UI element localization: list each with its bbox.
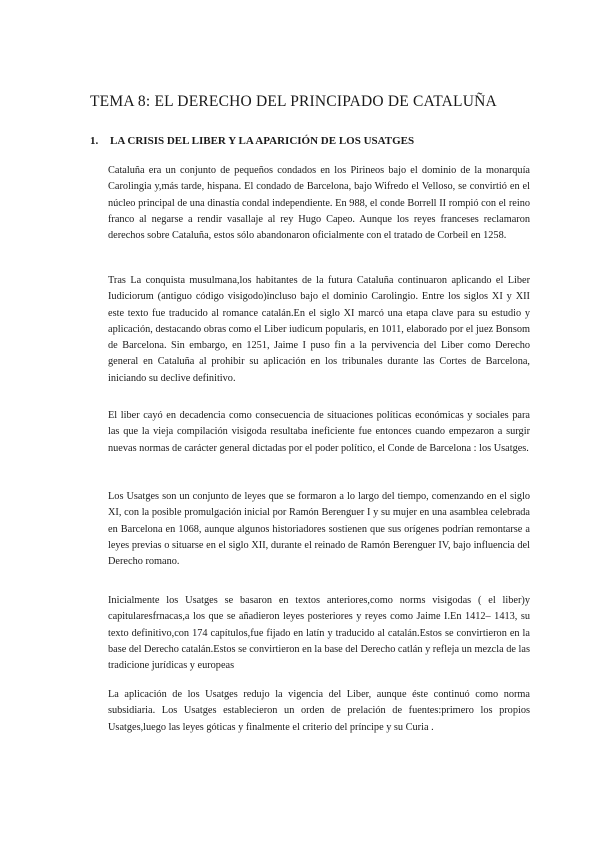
section-number: 1. <box>90 135 99 147</box>
paragraph-usatges-sources: Inicialmente los Usatges se basaron en textos anteriores,como norms visigodas ( el liber)y capitularesfrnacas,a los que se añadieron leyes posteriores y reyes como Jaime I.En 1412– 1413, su texto definitivo,con 174 capítulos,fue fijado en latín y traducido al catalán.Estos se convirtieron en la base del Derecho catalán.Estos se convirtieron en la base del Derecho catlán y refleja un mezcla de las tradicione jurídicas y europeas <box>108 595 530 672</box>
paragraph-liber-decline: El liber cayó en decadencia como consecuencia de situaciones políticas económicas y sociales para las que la vieja compilación visigoda resultaba ineficiente fue entonces cuando empezaron a surgir nuevas normas de carácter general dictadas por el poder político, el Conde de Barcelona : los Usatges. <box>108 410 530 454</box>
section-heading-text: LA CRISIS DEL LIBER Y LA APARICIÓN DE LOS USATGES <box>110 135 415 147</box>
paragraph-catalonia-origins: Cataluña era un conjunto de pequeños condados en los Pirineos bajo el dominio de la monarquía Carolingia y,más tarde, hispana. El condado de Barcelona, bajo Wifredo el Velloso, se convirtió en el núcleo principal de una dinastía condal independiente. En 988, el conde Borrell II rompió con el reino franco al negarse a rendir vasallaje al rey Hugo Capeo. Aunque los reyes franceses reclamaron derechos sobre Cataluña, estos sólo abandonaron oficialmente con el tratado de Corbeil en 1258. <box>108 165 530 242</box>
document-title: TEMA 8: EL DERECHO DEL PRINCIPADO DE CATALUÑA <box>90 93 497 110</box>
paragraph-liber-iudiciorum: Tras La conquista musulmana,los habitantes de la futura Cataluña continuaron aplicando el Liber Iudiciorum (antiguo código visigodo)incluso bajo el dominio Carolingio. Entre los siglos XI y XII este texto fue traducido al romance catalán.En el siglo XI marcó una etapa clave para su estudio y aplicación, destacando obras como el Liber iudicum popularis, en 1011, elaborado por el juez Bonsom de Barcelona. Sin embargo, en 1251, Jaime I puso fin a la pervivencia del Liber como Derecho general en Cataluña al prohibir su aplicación en los tribunales durante las Cortes de Barcelona, iniciando su declive definitivo. <box>108 275 530 384</box>
section-heading <box>90 135 530 147</box>
paragraph-usatges-definition: Los Usatges son un conjunto de leyes que se formaron a lo largo del tiempo, comenzando en el siglo XI, con la posible promulgación inicial por Ramón Berenguer I y su mujer en una asamblea celebrada en Barcelona en 1068, aunque algunos historiadores sostienen que sus orígenes podrían remontarse a leyes previas o situarse en el siglo XII, durante el reinado de Ramón Berenguer IV, bajo influencia del Derecho romano. <box>108 491 530 568</box>
paragraph-usatges-application: La aplicación de los Usatges redujo la vigencia del Liber, aunque éste continuó como norma subsidiaria. Los Usatges establecieron un orden de prelación de fuentes:primero los propios Usatges,luego las leyes góticas y finalmente el criterio del príncipe y su Curia . <box>108 689 530 733</box>
